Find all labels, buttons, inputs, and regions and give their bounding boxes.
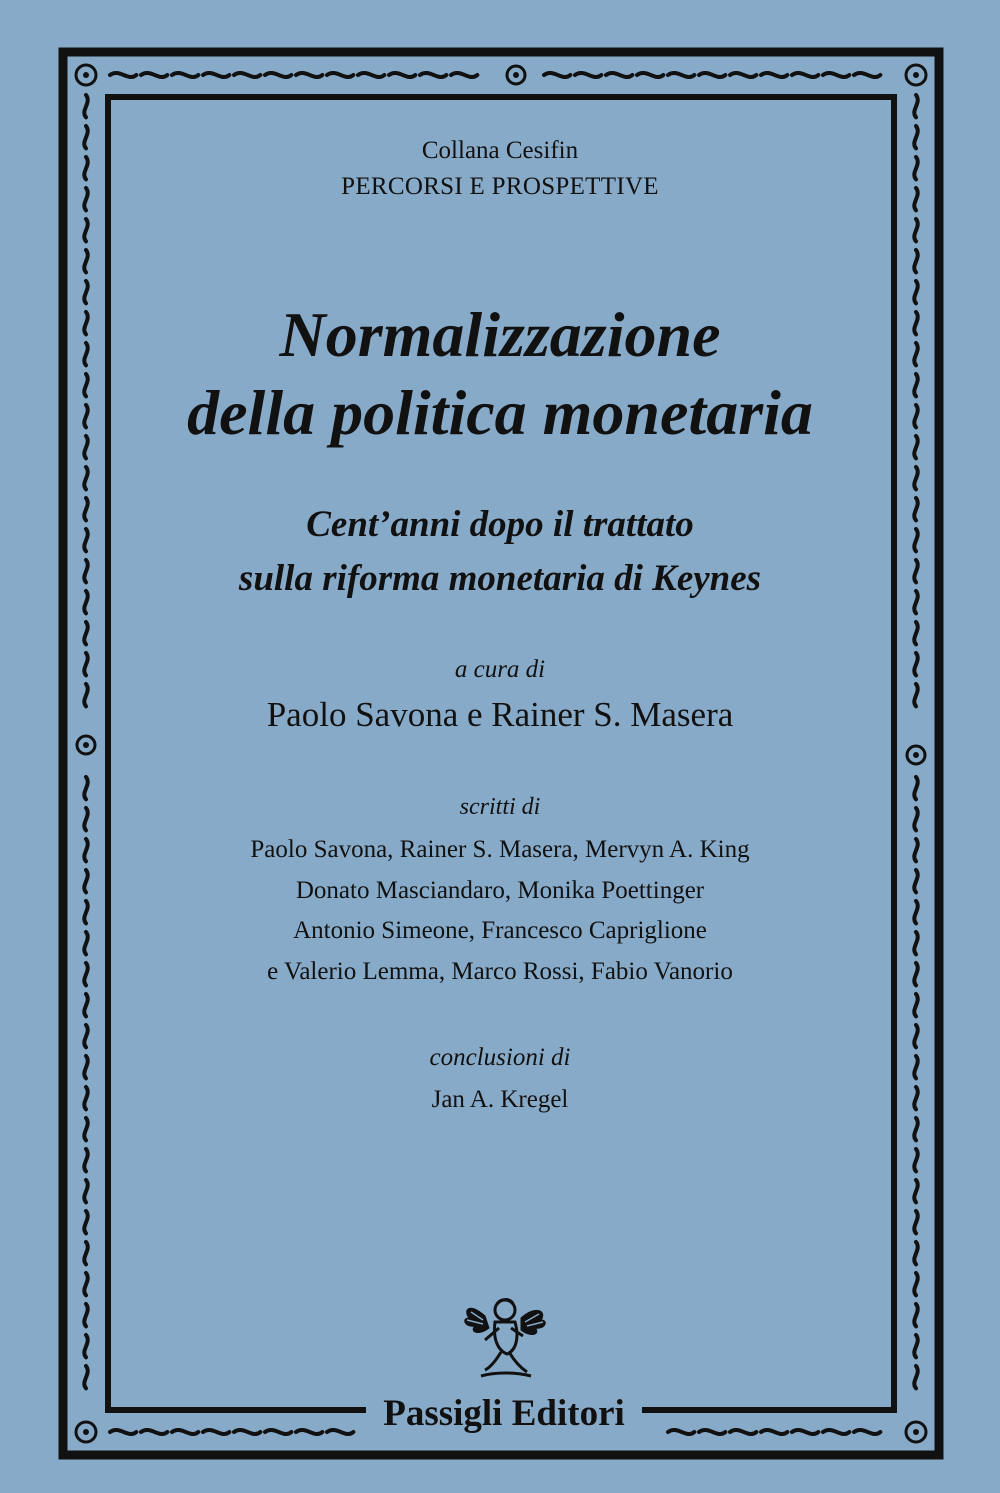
wave-stroke <box>668 73 694 77</box>
wave-stroke <box>914 219 917 241</box>
wave-stroke <box>84 95 87 117</box>
contributors-label: scritti di <box>459 794 541 820</box>
wave-stroke <box>914 1335 917 1357</box>
wave-stroke <box>699 73 725 77</box>
wave-stroke <box>234 73 260 77</box>
wave-stroke <box>234 1430 260 1434</box>
wave-stroke <box>637 73 663 77</box>
wave-stroke <box>854 1430 880 1434</box>
wave-stroke <box>84 1118 87 1140</box>
wave-stroke <box>544 73 570 77</box>
right-wave-ornament <box>914 95 917 1388</box>
wave-stroke <box>84 1211 87 1233</box>
wave-stroke <box>84 1149 87 1171</box>
wave-stroke <box>84 467 87 489</box>
wave-stroke <box>389 73 415 77</box>
wave-stroke <box>265 1430 291 1434</box>
left-wave-ornament <box>84 95 87 1388</box>
wave-stroke <box>914 1149 917 1171</box>
wave-stroke <box>172 73 198 77</box>
wave-stroke <box>761 73 787 77</box>
wave-stroke <box>914 1211 917 1233</box>
wave-stroke <box>699 1430 725 1434</box>
wave-stroke <box>327 1430 353 1434</box>
series-name: Collana Cesifin <box>421 137 579 164</box>
wave-stroke <box>606 73 632 77</box>
wave-stroke <box>84 219 87 241</box>
wave-stroke <box>914 1304 917 1326</box>
publisher-name: Passigli Editori <box>383 1393 625 1434</box>
wave-stroke <box>84 1242 87 1264</box>
wave-stroke <box>914 1242 917 1264</box>
wave-stroke <box>110 73 136 77</box>
cherub-logo-icon <box>455 1288 555 1384</box>
wave-stroke <box>914 1118 917 1140</box>
wave-stroke <box>451 73 477 77</box>
top-wave-ornament <box>110 73 880 77</box>
wave-stroke <box>761 1430 787 1434</box>
subtitle-line-1: Cent’anni dopo il trattato <box>306 504 694 545</box>
wave-stroke <box>914 467 917 489</box>
wave-stroke <box>84 1180 87 1202</box>
wave-stroke <box>914 622 917 644</box>
wave-stroke <box>84 1273 87 1295</box>
wave-stroke <box>823 1430 849 1434</box>
series-title: PERCORSI E PROSPETTIVE <box>341 173 659 200</box>
wave-stroke <box>84 994 87 1016</box>
wave-stroke <box>358 73 384 77</box>
wave-stroke <box>203 1430 229 1434</box>
contributors-line: Antonio Simeone, Francesco Capriglione <box>293 917 707 944</box>
wave-stroke <box>914 994 917 1016</box>
editors-label: a cura di <box>454 656 546 683</box>
title-line-1: Normalizzazione <box>279 299 721 370</box>
wave-stroke <box>265 73 291 77</box>
wave-stroke <box>110 1430 136 1434</box>
book-subtitle <box>0 498 1000 606</box>
contributors-line: Donato Masciandaro, Monika Poettinger <box>295 876 705 904</box>
wave-stroke <box>296 73 322 77</box>
wave-stroke <box>141 73 167 77</box>
wave-stroke <box>914 1180 917 1202</box>
wave-stroke <box>792 1430 818 1434</box>
title-line-2: della politica monetaria <box>187 377 813 448</box>
wave-stroke <box>327 73 353 77</box>
wave-stroke <box>203 73 229 77</box>
wave-stroke <box>854 73 880 77</box>
book-title <box>0 296 1000 452</box>
corner-rosette-icon <box>76 65 926 1442</box>
wave-stroke <box>914 1273 917 1295</box>
subtitle-line-2: sulla riforma monetaria di Keynes <box>238 558 762 599</box>
contributors-line: Paolo Savona, Rainer S. Masera, Mervyn A. King <box>250 836 750 863</box>
wave-stroke <box>84 250 87 272</box>
wave-stroke <box>172 1430 198 1434</box>
wave-stroke <box>914 95 917 117</box>
editors-names: Paolo Savona e Rainer S. Masera <box>266 695 734 734</box>
wave-stroke <box>914 1366 917 1388</box>
wave-stroke <box>575 73 601 77</box>
conclusions-author: Jan A. Kregel <box>431 1086 569 1113</box>
wave-stroke <box>792 73 818 77</box>
wave-stroke <box>730 73 756 77</box>
wave-stroke <box>84 1304 87 1326</box>
wave-stroke <box>420 73 446 77</box>
conclusions-label: conclusioni di <box>429 1044 571 1071</box>
wave-stroke <box>84 622 87 644</box>
contributors-list <box>0 830 1000 992</box>
wave-stroke <box>84 1366 87 1388</box>
wave-stroke <box>914 250 917 272</box>
wave-stroke <box>296 1430 322 1434</box>
wave-stroke <box>84 1335 87 1357</box>
wave-stroke <box>668 1430 694 1434</box>
wave-stroke <box>141 1430 167 1434</box>
contributors-line: e Valerio Lemma, Marco Rossi, Fabio Vanorio <box>267 957 733 985</box>
wave-stroke <box>730 1430 756 1434</box>
wave-stroke <box>823 73 849 77</box>
